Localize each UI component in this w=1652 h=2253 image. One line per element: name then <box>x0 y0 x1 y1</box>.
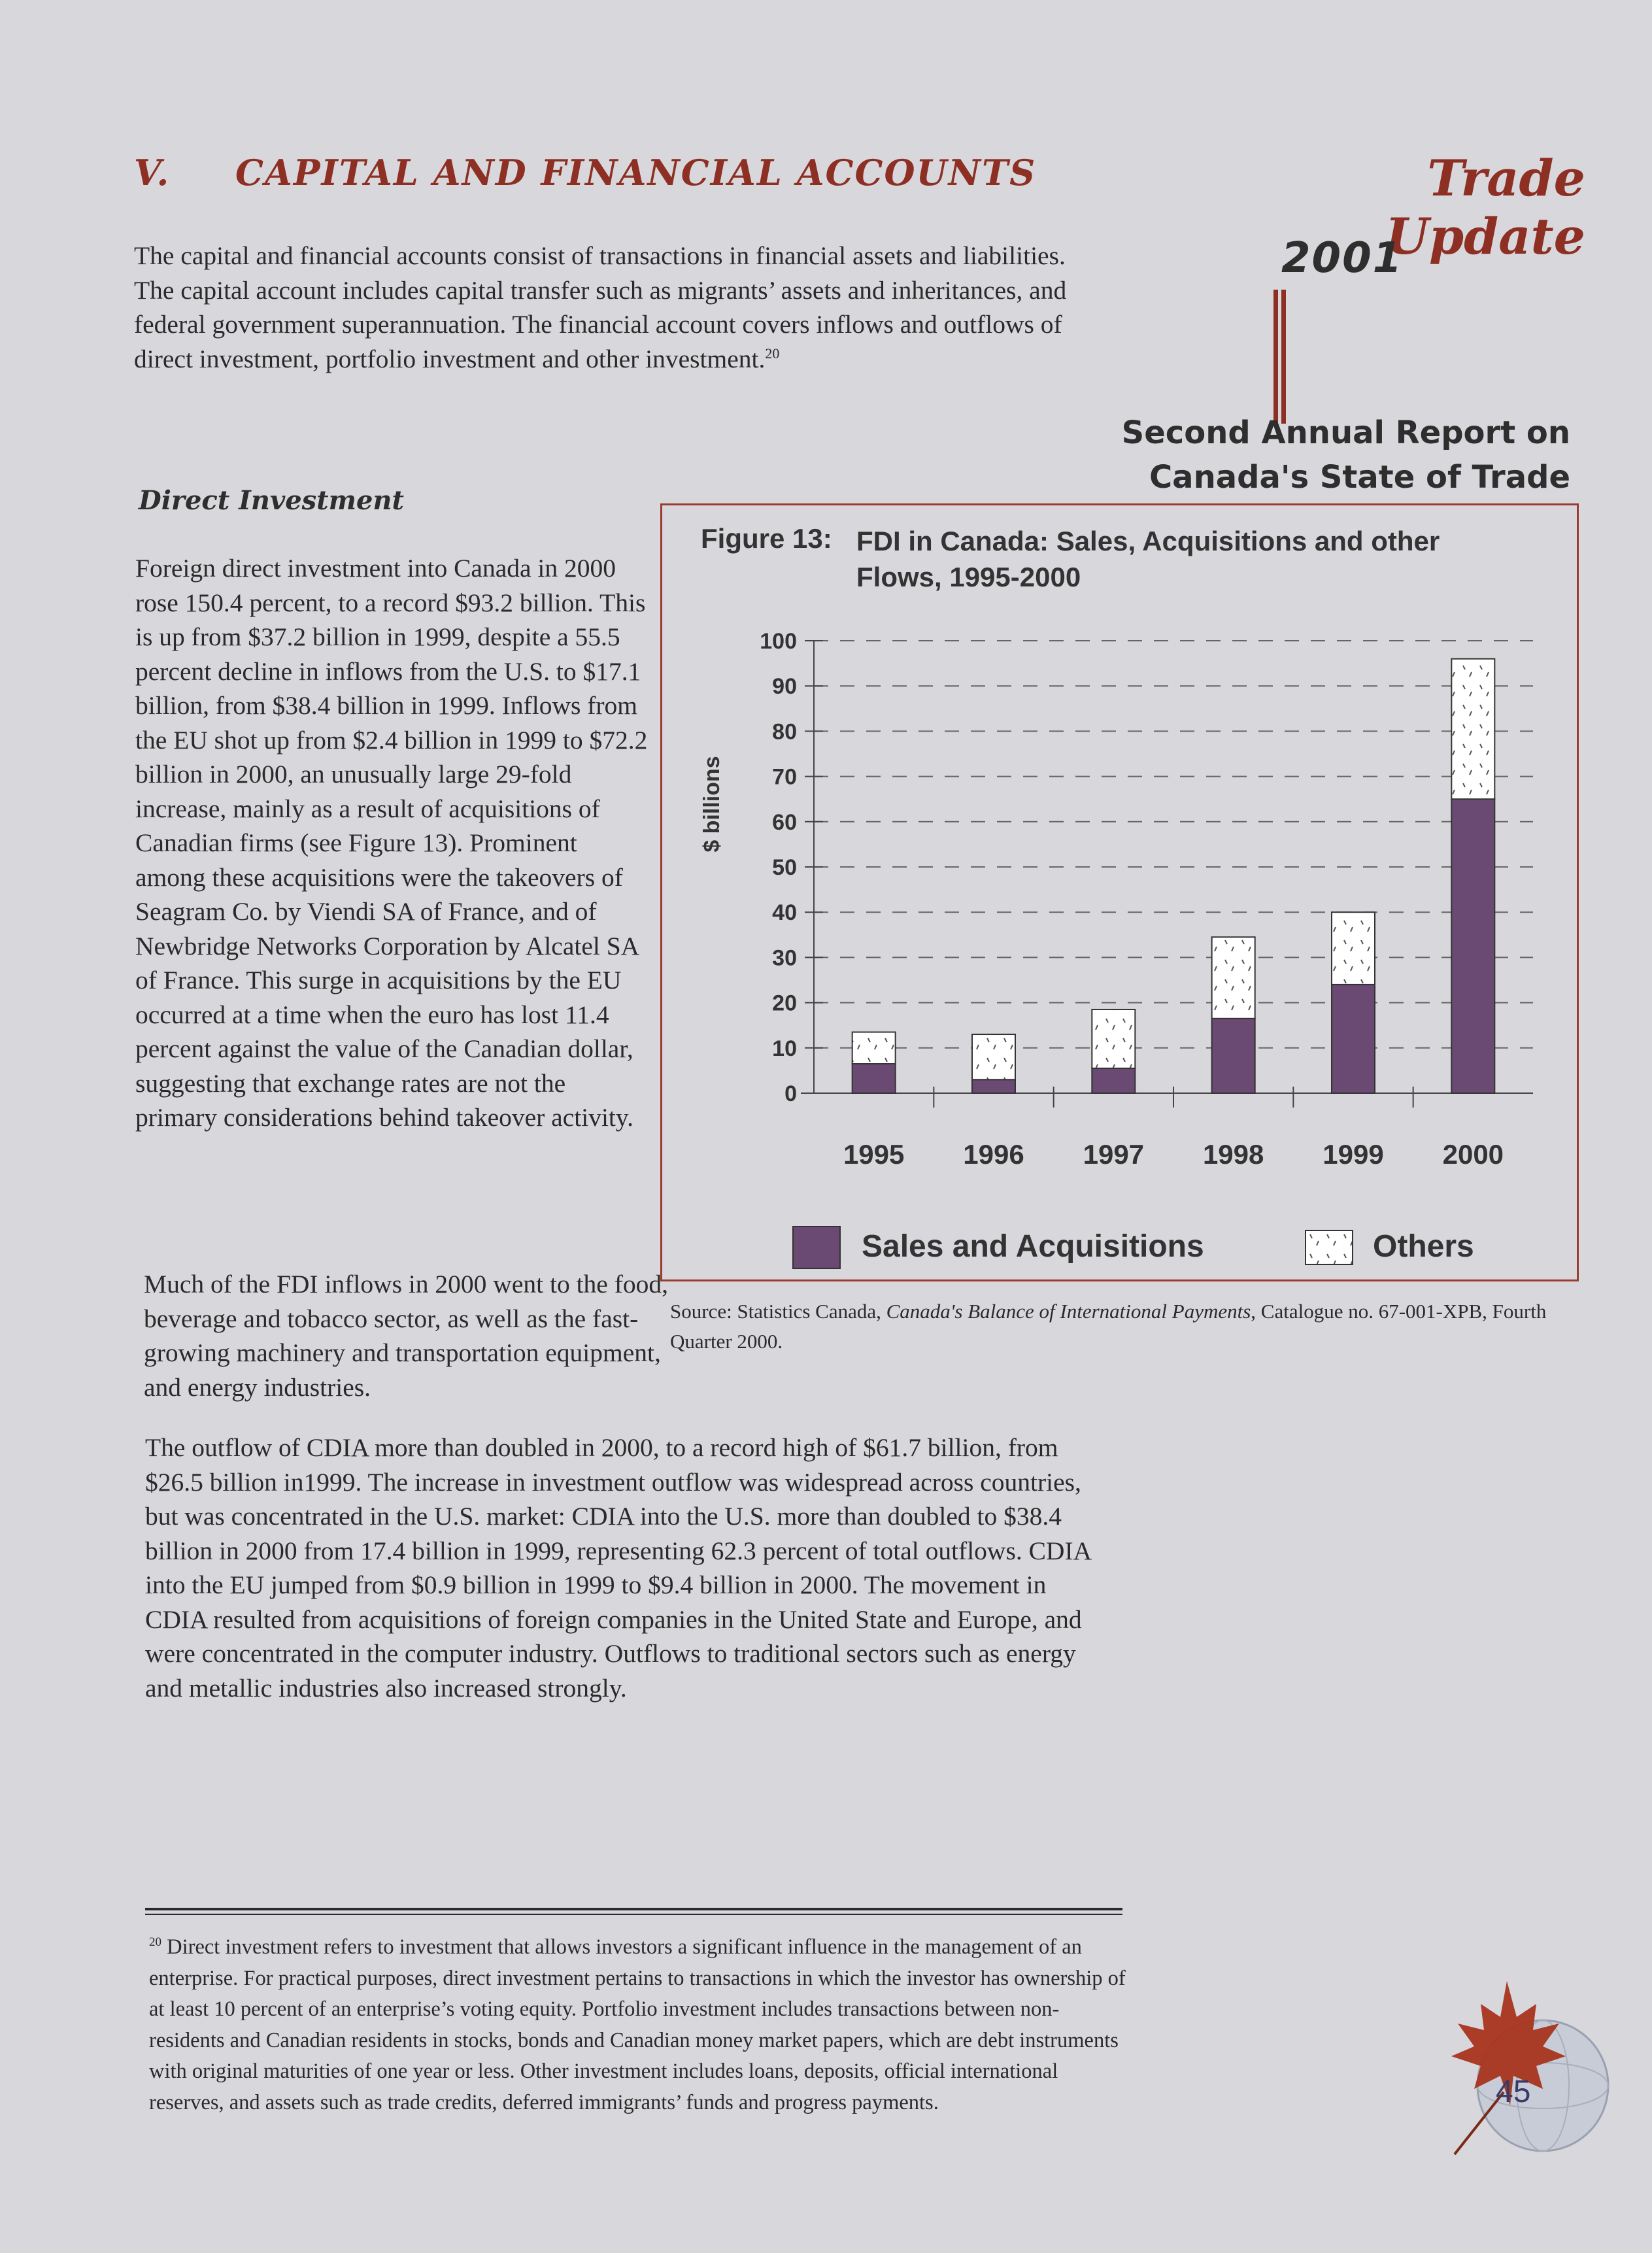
bar-others <box>852 1032 896 1064</box>
legend-swatch-sales <box>793 1227 840 1268</box>
figure-label: Figure 13: <box>701 523 832 554</box>
intro-text: The capital and financial accounts consist of transactions in financial assets and liabilities. The capital account includes capital transfer such as migrants’ assets and inheritances, and federal government superannuation. The financial account covers inflows and outflows of direct investment, portfolio investment and other investment. <box>134 241 1067 373</box>
source-suffix: , Catalogue no. 67-001-XPB, Fourth Quarter 2000. <box>670 1300 1547 1353</box>
bar-others <box>1212 937 1255 1019</box>
bar-others <box>1332 912 1375 985</box>
y-tick-label: 80 <box>772 719 797 745</box>
bar-others <box>972 1034 1015 1079</box>
footnote-rule-bottom <box>145 1914 1122 1915</box>
y-tick-label: 100 <box>760 629 797 654</box>
direct-investment-paragraph-2: Much of the FDI inflows in 2000 went to the food, beverage and tobacco sector, as well as the fast-growing machinery and transportation equipment, and energy industries. <box>144 1270 668 1402</box>
maple-leaf-globe-icon <box>1428 1968 1638 2164</box>
y-tick-label: 50 <box>772 855 797 880</box>
section-title-text: CAPITAL AND FINANCIAL ACCOUNTS <box>235 152 1037 194</box>
bars <box>852 659 1495 1093</box>
y-tick-label: 40 <box>772 900 797 926</box>
footnote-ref: 20 <box>765 345 780 362</box>
bar-others <box>1092 1009 1135 1068</box>
footnote-text: Direct investment refers to investment that allows investors a significant influence in the management of an enterprise. For practical purposes, direct investment pertains to transactions in which the investor has ownership of at least 10 percent of an enterprise’s voting equity. Portfolio investment includes transactions between non-residents and Canadian residents in stocks, bonds and Canadian money market papers, which are debt instruments with original maturities of one year or less. Other investment includes loans, deposits, official international reserves, and assets such as trade credits, deferred immigrants’ funds and progress payments. <box>149 1935 1126 2114</box>
x-tick-label: 1997 <box>1083 1139 1145 1170</box>
bar-sales-acquisitions <box>1332 985 1375 1093</box>
bar-sales-acquisitions <box>852 1064 896 1093</box>
section-title <box>134 152 1036 194</box>
y-tick-label: 60 <box>772 809 797 835</box>
x-tick-label: 1998 <box>1202 1139 1264 1170</box>
x-tick-label: 1995 <box>843 1139 905 1170</box>
footnote-rule-top <box>145 1908 1122 1910</box>
brand-subtitle-line2: Canada's State of Trade <box>1149 459 1570 496</box>
source-publication: Canada's Balance of International Payments <box>886 1300 1251 1323</box>
bar-sales-acquisitions <box>972 1079 1015 1093</box>
direct-investment-paragraph-3: The outflow of CDIA more than doubled in 2000, to a record high of $61.7 billion, from $26.5 billion in1999. The increase in investment outflow was widespread across countries, but was concentrated in the U.S. market: CDIA into the U.S. more than doubled to $38.4 billion in 2000 from 17.4 billion in 1999, representing 62.3 percent of total outflows. CDIA into the EU jumped from $0.9 billion in 1999 to $9.4 billion in 2000. The movement in CDIA resulted from acquisitions of foreign companies in the United State and Europe, and were concentrated in the computer industry. Outflows to traditional sectors such as energy and metallic industries also increased strongly. <box>145 1433 1090 1702</box>
grid-lines <box>814 641 1533 1048</box>
legend <box>793 1227 1474 1268</box>
bar-sales-acquisitions <box>1451 799 1494 1093</box>
figure-title: FDI in Canada: Sales, Acquisitions and other Flows, 1995-2000 <box>856 526 1440 592</box>
section-number: V. <box>134 152 171 194</box>
legend-label-others: Others <box>1373 1229 1474 1264</box>
page-number: 45 <box>1496 2075 1531 2109</box>
bar-sales-acquisitions <box>1212 1019 1255 1093</box>
x-tick-label: 1999 <box>1323 1139 1384 1170</box>
bar-others <box>1451 659 1494 800</box>
legend-swatch-others <box>1306 1230 1353 1264</box>
footnote-20 <box>149 1932 1130 2118</box>
direct-investment-paragraph-1: Foreign direct investment into Canada in 2000 rose 150.4 percent, to a record $93.2 billion. This is up from $37.2 billion in 1999, despite a 55.5 percent decline in inflows from the U.S. to $17.1 billion, from $38.4 billion in 1999. Inflows from the EU shot up from $2.4 billion in 1999 to $72.2 billion in 2000, an unusually large 29-fold increase, mainly as a result of acquisitions of Canadian firms (see Figure 13). Prominent among these acquisitions were the takeovers of Seagram Co. by Viendi SA of France, and of Newbridge Networks Corporation by Alcatel SA of France. This surge in acquisitions by the EU occurred at a time when the euro has lost 11.4 percent against the value of the Canadian dollar, suggesting that exchange rates are not the primary considerations behind takeover activity. <box>135 554 648 1132</box>
fdi-bar-chart <box>660 621 1576 1275</box>
x-tick-label: 1996 <box>963 1139 1024 1170</box>
footnote-number: 20 <box>149 1935 161 1950</box>
brand-subtitle-line1: Second Annual Report on <box>1121 415 1570 451</box>
brand-subtitle <box>1072 411 1570 500</box>
y-tick-label: 10 <box>772 1036 797 1061</box>
y-tick-label: 30 <box>772 945 797 971</box>
brand-divider <box>1273 290 1287 424</box>
intro-paragraph <box>134 239 1075 376</box>
source-prefix: Source: Statistics Canada, <box>670 1300 886 1323</box>
bar-sales-acquisitions <box>1092 1068 1135 1093</box>
brand-year: 2001 <box>1281 234 1404 282</box>
y-tick-label: 0 <box>784 1081 797 1106</box>
brand-title: Trade Update <box>1385 149 1585 265</box>
figure-source <box>670 1296 1585 1357</box>
y-axis-title: $ billions <box>700 756 724 853</box>
legend-label-sales: Sales and Acquisitions <box>862 1229 1204 1264</box>
direct-investment-heading: Direct Investment <box>139 485 404 516</box>
x-axis-labels <box>843 1139 1504 1170</box>
y-tick-label: 20 <box>772 991 797 1016</box>
y-tick-label: 90 <box>772 674 797 700</box>
x-tick-label: 2000 <box>1442 1139 1504 1170</box>
y-tick-label: 70 <box>772 764 797 790</box>
